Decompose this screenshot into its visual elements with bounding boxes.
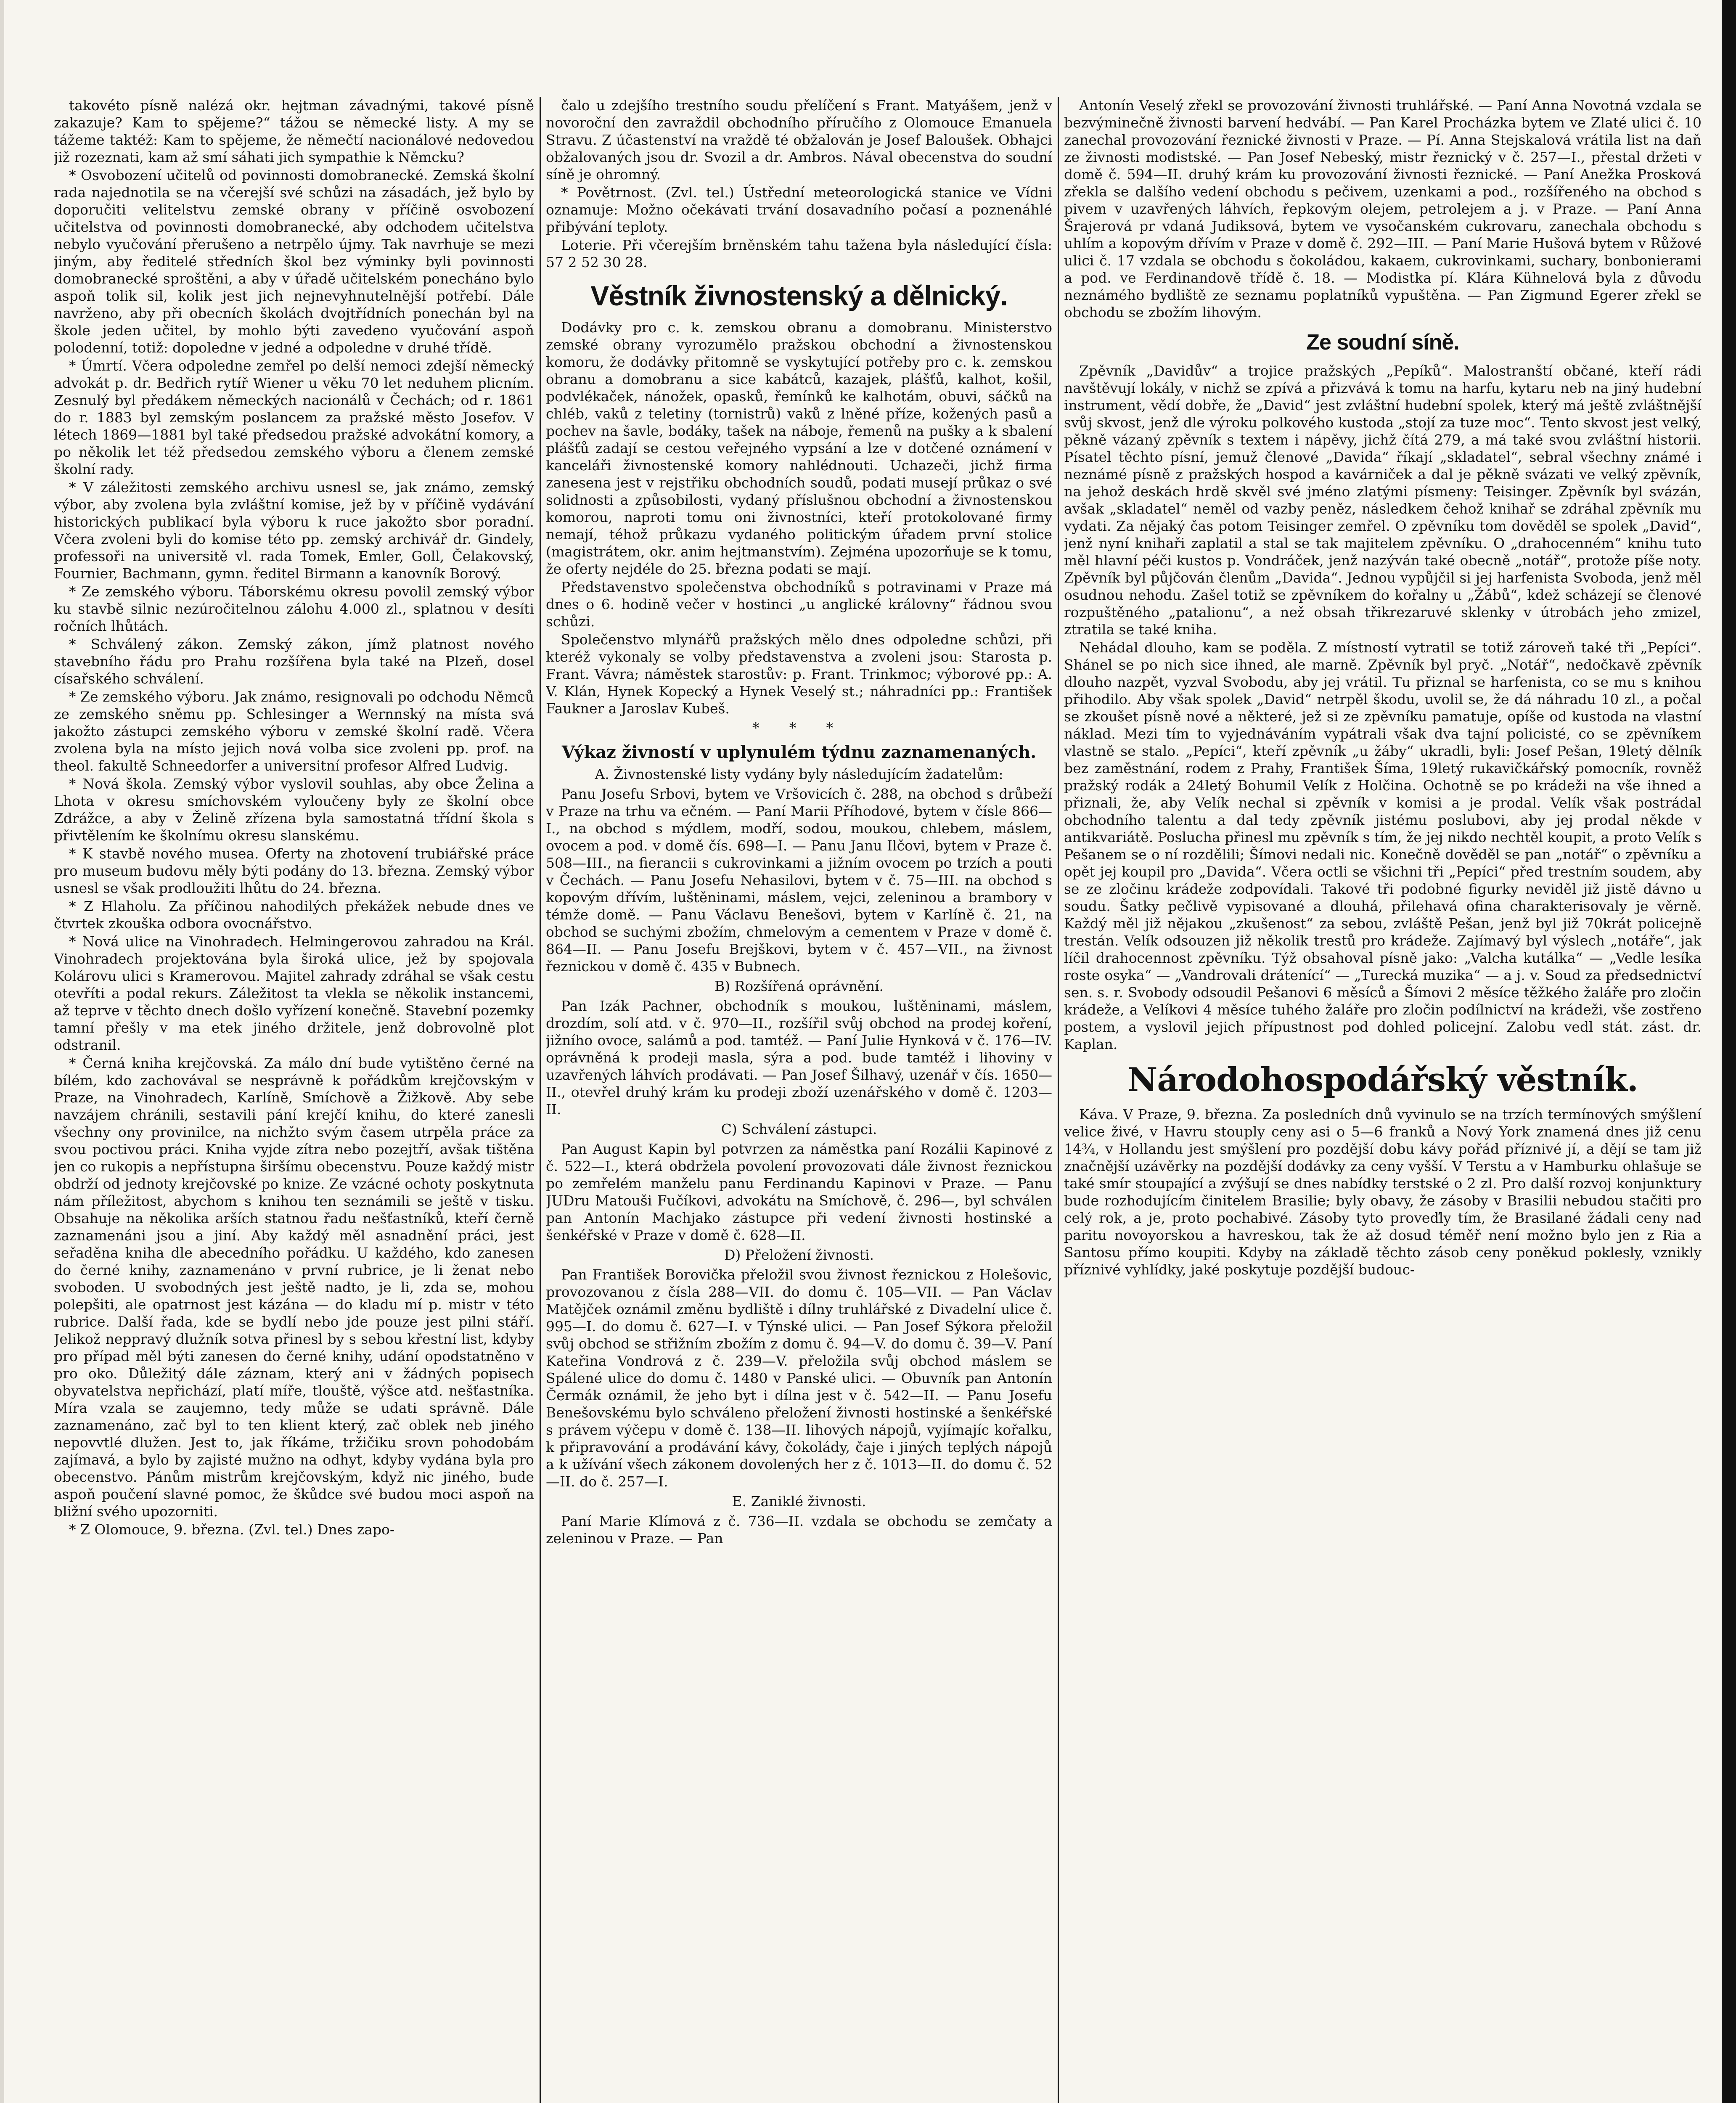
paragraph: Paní Marie Klímová z č. 736—II. vzdala se obchodu se zemčaty a zeleninou v Praze. — Pan [546, 1513, 1052, 1547]
paragraph: Zpěvník „Davidův“ a trojice pražských „Pepíků“. Malostranští občané, kteří rádi navštěvují lokály, v nichž se zpívá a přizvává k tomu na harfu, kytaru neb na jiný hudební instrument, vědí dobře, že „David“ jest zvláštní hudební spolek, který má ještě zvláštnější svůj skvost, jenž dle výroku polkového kustoda „stojí za tuze moc“. Tento skvost jest velký, pěkně vázaný zpěvník s textem i nápěvy, jichž čítá 279, a má také svou zvláštní historii. Písatel těchto písní, jemuž členové „Davida“ říkají „skladatel“, sebral všechny známé i neznámé písně z pražských hospod a kavárniček a dal je pěkně svázati ve velký zpěvník, na jehož deskách hrdě skvěl své jméno zlatými písmeny: Teisinger. Zpěvník byl svázán, avšak „skladatel“ neměl od vazby peněz, následkem čehož knihař se zdráhal zpěvník mu vydati. Za nějaký čas potom Teisinger zemřel. O zpěvníku tom dověděl se spolek „David“, jenž nyní knihaři zaplatil a stal se tak majitelem zpěvníku. O „drahocenném“ knihu tuto měl hlavní péči kustos p. Vondráček, jenž nazýván také obecně „notář“, protože píše noty. Zpěvník byl půjčován členům „Davida“. Jednou vypůjčil si jej harfenista Svoboda, jenž měl osudnou nehodu. Zašel totiž se zpěvníkem do kořalny u „Žábů“, kdež scházejí se členové rozpuštěného „patalionu“, a než obsah třikrezaruvé sklenky v útrobách jeho zmizel, ztratila se také kniha. [1064, 363, 1702, 638]
subsection-label-a: A. Živnostenské listy vydány byly následujícím žadatelům: [595, 766, 1003, 782]
paragraph: Představenstvo společenstva obchodníků s potravinami v Praze má dnes o 6. hodině večer v hostinci „u anglické královny“ řádnou svou schůzi. [546, 579, 1052, 630]
section-heading-vestnik: Věstník živnostenský a dělnický. [590, 280, 1008, 311]
paragraph: * Nová škola. Zemský výbor vyslovil souhlas, aby obce Želina a Lhota v okresu smíchovském vyloučeny byly ze školní obce Zdrážce, a aby v Želině zřízena byla samostatná třídní škola s přivtělením ke školnímu okresu slanskému. [54, 776, 534, 844]
paragraph: * Schválený zákon. Zemský zákon, jímž platnost nového stavebního řádu pro Prahu rozšířena byla také na Plzeň, dosel císařského schválení. [54, 636, 534, 687]
paragraph: Antonín Veselý zřekl se provozování živnosti truhlářské. — Paní Anna Novotná vzdala se bezvýminečně živnosti barvení hedvábí. — Pan Karel Procházka bytem ve Zlaté ulici č. 10 zanechal provozování řeznické živnosti v Praze. — Pí. Anna Stejskalová vrátila list na daň ze živnosti modistské. — Pan Josef Nebeský, mistr řeznický v č. 257—I., přestal držeti v domě č. 594—II. druhý krám ku provozování živnosti řeznické. — Paní Anežka Prosková zřekla se dalšího vedení obchodu s pečivem, uzenkami a pod., rozšířeného na obchod s pivem v uzavřených láhvích, řepkovým olejem, petrolejem a j. v Praze. — Paní Anna Šrajerová pr vdaná Judiksová, bytem ve vysočanském cukrovaru, zanechala obchodu s uhlím a kopovým dřívím v Praze v domě č. 292—III. — Paní Marie Hušová bytem v Růžové ulici č. 17 vzdala se obchodu s čokoládou, kakaem, cukrovinkami, suchary, bonbonierami a pod. ve Ferdinandově třídě č. 18. — Modistka pí. Klára Kühnelová byla z důvodu neznámého bydliště ze seznamu poplatníků vypuštěna. — Pan Zigmund Egerer zřekl se obchodu se zbožím lihovým. [1064, 97, 1702, 320]
paragraph: * V záležitosti zemského archivu usnesl se, jak známo, zemský výbor, aby zvolena byla zvláštní komise, jež by v příčině vydávání historických publikací byla výboru k ruce jakožto sbor poradní. Včera zvoleni byli do komise této pp. zemský archivář dr. Gindely, professoři na universitě vl. rada Tomek, Emler, Goll, Čelakovský, Fournier, Bachmann, gymn. ředitel Birmann a kanovník Borový. [54, 479, 534, 582]
paragraph: * Z Olomouce, 9. března. (Zvl. tel.) Dnes zapo- [69, 1521, 395, 1538]
paragraph: Pan August Kapin byl potvrzen za náměstka paní Rozálii Kapinové z č. 522—I., která obdržela povolení provozovati dále živnost řeznickou po zemřelém manželu panu Ferdinandu Kapinovi v Praze. — Panu JUDru Matouši Fučíkovi, advokátu na Smíchově, č. 296—, byl schválen pan Antonín Machjako zástupce při vedení živnosti hostinské a šenkéřské v Praze v domě č. 628—II. [546, 1141, 1052, 1243]
subsection-label-b: B) Rozšířená oprávnění. [714, 978, 884, 994]
column-rule-1 [540, 97, 541, 2103]
paragraph: Panu Josefu Srbovi, bytem ve Vršovicích č. 288, na obchod s drůbeží v Praze na trhu va ečném. — Paní Marii Příhodové, bytem v čísle 866—I., na obchod s mýdlem, modří, sodou, moukou, chlebem, máslem, ovocem a pod. v domě čís. 698—I. — Panu Janu Ilčovi, bytem v Praze č. 508—III., na fierancii s cukrovinkami a jižním ovocem po trzích a pouti v Čechách. — Panu Josefu Nehasilovi, bytem v č. 75—III. na obchod s kopovým dřívím, luštěninami, máslem, vejci, zeleninou a brambory v témže domě. — Panu Václavu Benešovi, bytem v Karlíně č. 21, na obchod se suchými zbožím, chmelovým a cementem v Praze v domě č. 864—II. — Panu Josefu Brejškovi, bytem v č. 457—VII., na živnost řeznickou v domě č. 435 v Bubnech. [546, 786, 1052, 975]
subsection-label-d: D) Přeložení živnosti. [724, 1247, 874, 1263]
paragraph: * Nová ulice na Vinohradech. Helmingerovou zahradou na Král. Vinohradech projektována byla široká ulice, jež by spojovala Kolárovu ulici s Kramerovou. Majitel zahrady zdráhal se však cestu otevříti a podal rekurs. Záležitost ta vlekla se několik instancemi, až teprve v těchto dnech došlo vyřízení konečně. Stavební pozemky tamní přešly v ma etek jiného držitele, jenž dobrovolně plot odstranil. [54, 933, 534, 1053]
paragraph: Nehádal dlouho, kam se poděla. Z místností vytratil se totiž zároveň také tři „Pepíci“. Shánel se po nich sice ihned, ale marně. Zpěvník byl pryč. „Notář“, nedočkavě zpěvník dlouho nazpět, vyzval Svobodu, aby jej vrátil. Tu přiznal se harfenista, co se mu s knihou přihodilo. Aby však spolek „David“ netrpěl škodu, uvolil se, že dá náhradu 10 zl., a počal se zkoušet písně nové a některé, jež si ze zpěvníku pamatuje, opíše od kustoda na vlastní náklad. Mezi tím to vyjednáváním vypátrali však dva tajní policisté, co se zpěvníkem vlastně se stalo. „Pepíci“, kteří zpěvník „u žáby“ ukradli, byli: Josef Pešan, 19letý dělník bez zaměstnání, rodem z Prahy, František Šíma, 19letý rukavičkářský pomocník, rovněž pražský rodák a 24letý Bohumil Velík z Holčina. Ochotně se po krádeži na vše ihned a přiznali, že, aby Velík nechal si zpěvník v komisi a je prodal. Velík však postrádal obchodního talentu a dal tedy zpěvník jistému poslubovi, aby jej prodal někde v antikvariátě. Poslucha přinesl mu zpěvník s tím, že jej nikdo nechtěl koupit, a proto Velík s Pešanem se o ní rozdělili; Šímovi nedali nic. Konečně dověděl se pan „notář“ o zpěvníku a opět jej koupil pro „Davida“. Včera octli se všichni tři „Pepíci“ před trestním soudem, aby se ze zločinu krádeže zodpovídali. Takové tři podobné figurky neviděl již jistě dávno u soudu. Šatky pečlivě vypisované a dlouhá, přilehavá ofina charakterisovaly je věrně. Každý měl již nějakou „zkušenost“ za sebou, zvláště Pešan, jenž byl již 70krát policejně trestán. Velík odsouzen již několik trestů pro krádeže. Zajímavý byl výslech „notáře“, jak líčil drahocennost zpěvníku. Týž obsahoval písně jako: „Valcha kutálka“ — „Vedle lesíka roste osyka“ — „Vandrovali drátenící“ — „Turecká muzika“ — a j. v. Soud za předsednictví sen. s. r. Svobody odsoudil Pešanovi 6 měsíců a Šímovi 2 měsíce těžkého žaláře pro zločin krádeže, a Velíkovi 4 měsíce tuhého žaláře pro zločin podílnictví na krádeži, vše zostřeno postem, a vyslovil jejich přípustnost pod dohled policejní. Zalobu vedl stát. zást. dr. Kaplan. [1064, 639, 1702, 1052]
section-heading-vykaz: Výkaz živností v uplynulém týdnu zaznamenaných. [561, 742, 1037, 762]
paragraph: Dodávky pro c. k. zemskou obranu a domobranu. Ministerstvo zemské obrany vyrozumělo pražskou obchodní a živnostenskou komoru, že dodávky přitomně se vyskytující potřeby pro c. k. zemskou obranu a domobranu a sice kabátců, kazajek, plášťů, kalhot, košil, podvlékaček, nánožek, opasků, řemínků ke kalhotám, obuvi, sáčků na chléb, vaků z teletiny (tornistrů) vaků z lněné příze, kožených pasů a pochev na šavle, bodáky, tašek na náboje, řemenů na pušky a k sbalení plášťů zadají se cestou veřejného vypsání a lze v dotčené oznámení v kanceláři živnostenské komory nahlédnouti. Uchazeči, jichž firma zanesena jest v rejstřiku obchodních soudů, podati musejí průkaz o své solidnosti a způsobilosti, vydaný příslušnou obchodní a živnostenskou komorou, naproti tomu oni živnostníci, kteří protokolované firmy nemají, téhož průkazu vydaného politickým úřadem první stolice (magistrátem, okr. anim hejtmanstvím). Zejména upozorňuje se k tomu, že oferty nejdéle do 25. března podati se mají. [546, 319, 1052, 577]
paragraph: * Z Hlaholu. Za příčinou nahodilých překážek nebude dnes ve čtvrtek zkouška odbora ovocnářstvo. [54, 898, 534, 932]
page-right-edge [1722, 0, 1736, 2103]
paragraph: * Ze zemského výboru. Jak známo, resignovali po odchodu Němců ze zemského sněmu pp. Schlesinger a Wernnský na místa svá jakožto zástupci zemského výboru v zemské školní radě. Včera zvolena byla na místo jejich nová volba sice zvoleni pp. prof. na theol. fakultě Schneedorfer a universitní profesor Alfred Ludvig. [54, 689, 534, 774]
section-heading-soud: Ze soudní síně. [1306, 330, 1459, 355]
subsection-label-c: C) Schválení zástupci. [721, 1121, 877, 1137]
paragraph: Káva. V Praze, 9. března. Za posledních dnů vyvinulo se na trzích termínových smýšlení velice živé, v Havru stouply ceny asi o 5—6 franků a Nový York znamená dnes již cenu 14¾, v Hollandu jest smýšlení pro pozdější dobu kávy pořád příznivé jí, a dějí se tam již značnější uzávěrky na pozdější dodávky za ceny vyšší. V Terstu a v Hamburku ohlašuje se také smír stoupající a zvýšují se dnes nabídky terstské o 2 zl. Pro další rozvoj konjunktury bude rozhodujícím činitelem Brasilie; byly obavy, že zásoby v Brasilii nebudou stačiti pro celý rok, a je, proto pochabivé. Zásoby tyto proveďly tím, že Brasilané žádali ceny nad paritu novoyorskou a havreskou, tak že až dosud téměř není možno bylo jen z Ria a Santosu přímo koupiti. Kdyby na základě těchto zásob ceny poněkud poklesly, vznikly příznivé vyhlídky, jaké poskytuje pozdější budouc- [1064, 1106, 1702, 1278]
column-2 [546, 97, 1052, 2103]
subsection-label-e: E. Zaniklé živnosti. [732, 1493, 866, 1510]
paragraph: * K stavbě nového musea. Oferty na zhotovení trubiářské práce pro museum budovu měly býti podány do 13. března. Zemský výbor usnesl se však prodloužiti lhůtu do 24. března. [54, 845, 534, 896]
column-rule-2 [1058, 97, 1059, 2103]
paragraph: * Úmrtí. Včera odpoledne zemřel po delší nemoci zdejší německý advokát p. dr. Bedřich rytíř Wiener u věku 70 let neduhem plicním. Zesnulý byl předákem německých nacionálů v Čechách; od r. 1861 do r. 1883 byl zemským poslancem za pražské město Josefov. V létech 1869—1881 byl také předsedou pražské advokátní komory, a po několik let též předsedou zemského výboru a členem zemské školní rady. [54, 358, 534, 477]
paragraph: * Černá kniha krejčovská. Za málo dní bude vytištěno černé na bílém, kdo zachovával se nesprávně k pořádkům krejčovským v Praze, na Vinohradech, Karlíně, Smíchově a Žižkově. Aby sebe navzájem chránili, sestavili pání krejčí knihu, do které zanesli všechny ony provinilce, na nichžto svým časem utrpěla práce za svou poctivou práci. Kniha vyjde zítra nebo pozejtří, avšak tištěna jen co rukopis a nepřístupna širšímu obecenstvu. Pouze každý mistr obdrží od jednoty krejčovské po knize. Ze vzácné ochoty poskytnuta nám příležitost, abychom s knihou ten seznámili se ještě v tisku. Obsahuje na několika arších statnou řadu nešťastníků, kteří černě zaznamenáni jsou a jiní. Aby každý měl asnadnění práci, jest seřaděna kniha dle abecedního pořádku. U každého, kdo zanesen do černé knihy, zaznamenáno v první rubrice, je li ženat nebo svoboden. U svobodných jest ještě nadto, je li, zda se, mohou polepšiti, ale opatrnost jest kázána — do kladu mí p. mistr v této rubrice. Další řada, kde se bydlí nebo jde pouze jest pilni stáří. Jelikož neppravý dlužník sotva přinesl by s sebou křestní list, kdyby pro případ měl býti zanesen do černé knihy, udání opodstatněno v pro oko. Důležitý dále záznam, který ani v žádných popisech obyvatelstva nepřichází, platí míře, tlouště, výšce atd. nešťastníka. Míra vzala se zaujemno, tedy může se udati správně. Dále zaznamenáno, zač byl to ten klient který, zač oblek neb jiného nepovvtlé dlužen. Jest to, jak říkáme, tržičiku srovn pohodobám zajímavá, a bylo by zajisté mužno na odhyt, kdyby vydána byla pro obecenstvo. Pánům mistrům krejčovským, když nic jiného, bude aspoň poučení slavné pomoc, že škůdce své budou moci aspoň na bližní svého upozorniti. [54, 1055, 534, 1520]
paragraph: Pan Izák Pachner, obchodník s moukou, luštěninami, máslem, drozdím, solí atd. v č. 970—II., rozšířil svůj obchod na prodej koření, jižního ovoce, salámů a pod. tamtéž. — Paní Julie Hynková v č. 176—IV. oprávněná k prodeji masla, sýra a pod. bude tamtéž i lihoviny v uzavřených láhvích prodávati. — Pan Josef Šilhavý, uzenář v čís. 1650—II., otevřel druhý krám ku prodeji zboží uzenářského v domě č. 1203—II. [546, 998, 1052, 1118]
paragraph: takovéto písně nalézá okr. hejtman závadnými, takové písně zakazuje? Kam to spějeme?“ tážou se německé listy. A my se tážeme taktéž: Kam to spějeme, že němečtí nacionálové nedovedou již rozeznati, kam až smí sáhati jich sympathie k Němcku? [54, 97, 534, 165]
page-left-edge [0, 0, 4, 2103]
paragraph: Společenstvo mlynářů pražských mělo dnes odpoledne schůzi, při kteréž vykonaly se volby představenstva a zvoleni jsou: Starosta p. Frant. Vávra; náměstek starostův: p. Frant. Trinkmoc; výborové pp.: A. V. Klán, Hynek Kopecký a Hynek Veselý st.; náhradníci pp.: František Faukner a Jaroslav Kubeš. [546, 631, 1052, 717]
paragraph: * Povětrnost. (Zvl. tel.) Ústřední meteorologická stanice ve Vídni oznamuje: Možno očekávati trvání dosavadního počasí a poznenáhlé přibývání teploty. [546, 184, 1052, 235]
column-3 [1064, 97, 1702, 2103]
paragraph: * Osvobození učitelů od povinnosti domobranecké. Zemská školní rada najednotila se na včerejší své schůzi na zásadách, jež bylo by doporučiti velitelstvu zemské obrany v příčině osvobození učitelstva od povinnosti domobranecké, aby odchodem učitelstva nebylo vyučování přerušeno a netrpělo újmy. Tak navrhuje se mezi jiným, aby ředitelé středních škol bez výminky byli povinnosti domobranecké sproštěni, a aby v úřadě učitelském ponecháno bylo aspoň tolik sil, kolik jest jich nejnevyhnutelnější potřebí. Dále navrženo, aby při obecních školách dvojtřídních ponechán byl na škole jeden učitel, by mohlo býti zavedeno vyučování aspoň polodenní, totiž: dopoledne v jedné a odpoledne v druhé třídě. [54, 167, 534, 356]
paragraph: Pan František Borovička přeložil svou živnost řeznickou z Holešovic, provozovanou z čísla 288—VII. do domu č. 105—VII. — Pan Václav Matějček oznámil změnu bydliště i dílny truhlářské z Divadelní ulice č. 995—I. do domu č. 627—I. v Týnské ulici. — Pan Josef Sýkora přeložil svůj obchod se střižním zbožím z domu č. 94—V. do domu č. 39—V. Paní Kateřina Vondrová z č. 239—V. přeložila svůj obchod máslem se Spálené ulice do domu č. 1480 v Panské ulici. — Obuvník pan Antonín Čermák oznámil, že jeho byt i dílna jest v č. 542—II. — Panu Josefu Benešovskému bylo schváleno přeložení živnosti hostinské a šenkéřské s právem výčepu v domě č. 138—II. lihových nápojů, vyjímajíc kořalku, k připravování a prodávání kávy, čokolády, čaje i jiných teplých nápojů a k užívání všech zákonem dovolených her z č. 1013—II. do domu č. 52—II. do č. 257—I. [546, 1266, 1052, 1490]
paragraph: čalo u zdejšího trestního soudu přelíčení s Frant. Matyášem, jenž v novoroční den zavraždil obchodního příručího z Olomouce Emanuela Stravu. Z účastenství na vraždě té obžalován je Josef Baloušek. Obhajci obžalovaných jsou dr. Svozil a dr. Ambros. Nával obecenstva do soudní síně je ohromný. [546, 97, 1052, 183]
paragraph: * Ze zemského výboru. Táborskému okresu povolil zemský výbor ku stavbě silnic nezúročitelnou zálohu 4.000 zl., splatnou v desíti ročních lhůtách. [54, 583, 534, 634]
paragraph: Loterie. Při včerejším brněnském tahu tažena byla následující čísla: 57 2 52 30 28. [546, 237, 1052, 270]
section-divider-stars: * * * [752, 720, 846, 736]
section-heading-narodohospodarsky: Národohospodářský věstník. [1127, 1061, 1638, 1099]
column-1 [54, 97, 534, 2103]
